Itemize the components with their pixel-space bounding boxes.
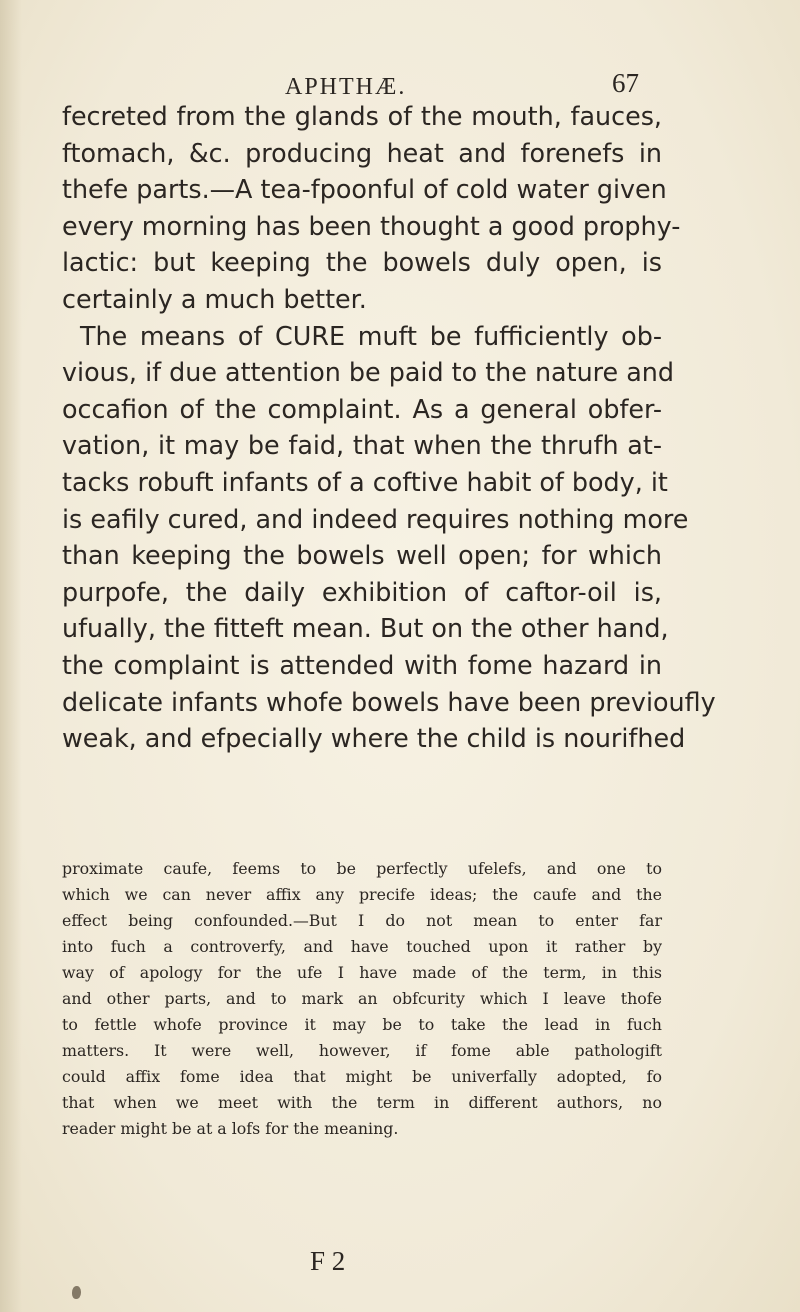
body-line: ftomach, &c. producing heat and forenefs in bbox=[62, 137, 662, 168]
footnote-line: to fettle whofe province it may be to take the lead in fuch bbox=[62, 1015, 662, 1034]
body-line: the complaint is attended with fome hazard in bbox=[62, 649, 662, 680]
footnote-line: which we can never affix any precife ideas; the caufe and the bbox=[62, 885, 662, 904]
body-line: The means of CURE muft be fufficiently ob- bbox=[80, 320, 662, 351]
footnote-line: into fuch a controverfy, and have touched upon it rather by bbox=[62, 937, 662, 956]
binding-shadow bbox=[0, 0, 22, 1312]
body-line: thefe parts.—A tea-fpoonful of cold water given bbox=[62, 174, 667, 205]
footnote-line: way of apology for the ufe I have made of the term, in this bbox=[62, 963, 662, 982]
body-line: tacks robuft infants of a coftive habit of body, it bbox=[62, 466, 668, 497]
body-line: every morning has been thought a good prophy- bbox=[62, 210, 681, 241]
body-line: weak, and efpecially where the child is nourifhed bbox=[62, 723, 686, 754]
footnote bbox=[62, 856, 662, 1142]
footnote-line: could affix fome idea that might be univerfally adopted, fo bbox=[62, 1067, 662, 1086]
footnote-line: and other parts, and to mark an obfcurity which I leave thofe bbox=[62, 989, 662, 1008]
body-text bbox=[62, 98, 716, 757]
ink-blot bbox=[72, 1286, 81, 1299]
body-line: vation, it may be faid, that when the thrufh at- bbox=[62, 430, 662, 461]
body-line: fecreted from the glands of the mouth, fauces, bbox=[62, 101, 662, 131]
body-line: lactic: but keeping the bowels duly open, is bbox=[62, 247, 662, 278]
body-line: ufually, the fitteft mean. But on the other hand, bbox=[62, 613, 669, 644]
footnote-line: that when we meet with the term in different authors, no bbox=[62, 1093, 662, 1112]
body-line: purpofe, the daily exhibition of caftor-oil is, bbox=[62, 576, 662, 607]
footnote-line: proximate caufe, feems to be perfectly ufelefs, and one to bbox=[62, 859, 662, 878]
running-head: APHTHÆ. bbox=[285, 74, 407, 100]
signature-mark: F 2 bbox=[310, 1246, 346, 1276]
body-line: certainly a much better. bbox=[62, 283, 367, 314]
body-line: than keeping the bowels well open; for which bbox=[62, 540, 662, 571]
footnote-line: effect being confounded.—But I do not mean to enter far bbox=[62, 911, 662, 930]
body-line: occafion of the complaint. As a general obfer- bbox=[62, 393, 662, 424]
page-number: 67 bbox=[612, 68, 639, 98]
footnote-line: matters. It were well, however, if fome able pathologift bbox=[62, 1041, 662, 1060]
footnote-line: reader might be at a lofs for the meaning. bbox=[62, 1119, 399, 1138]
body-line: is eafily cured, and indeed requires nothing more bbox=[62, 503, 689, 534]
body-line: vious, if due attention be paid to the nature and bbox=[62, 357, 675, 388]
body-line: delicate infants whofe bowels have been previoufly bbox=[62, 686, 716, 717]
